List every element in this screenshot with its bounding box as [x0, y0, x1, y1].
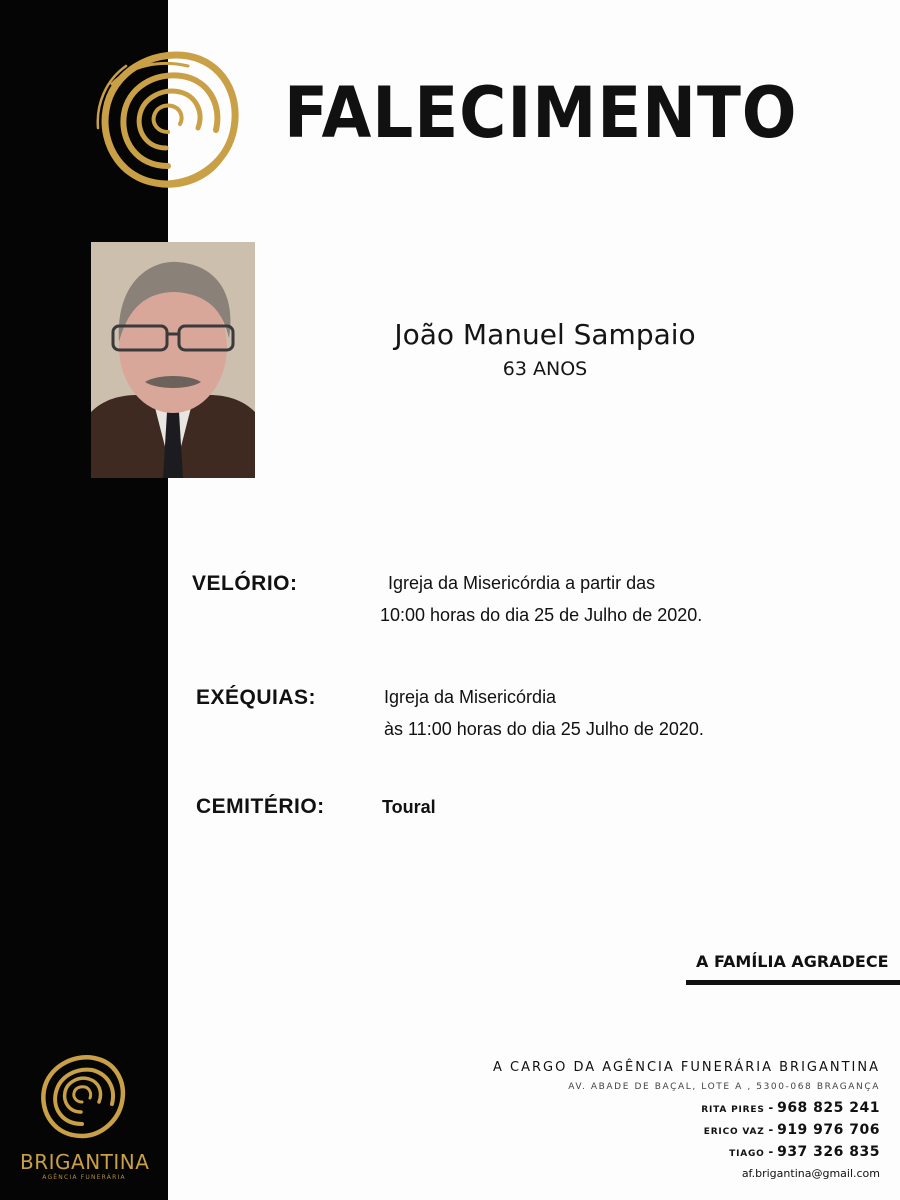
funeral-line-2: às 11:00 horas do dia 25 Julho de 2020. — [384, 719, 704, 739]
cemetery-name: Toural — [382, 797, 436, 817]
contact-phone[interactable]: 968 825 241 — [777, 1100, 880, 1116]
gold-rose-icon — [36, 1050, 128, 1142]
contact-name: RITA PIRES — [701, 1105, 765, 1115]
wake-line-2: 10:00 horas do dia 25 de Julho de 2020. — [380, 605, 703, 625]
gold-rose-icon — [92, 44, 244, 194]
agency-heading: A CARGO DA AGÊNCIA FUNERÁRIA BRIGANTINA — [493, 1060, 880, 1075]
contact-phone[interactable]: 919 976 706 — [777, 1122, 880, 1138]
thanks-underline — [686, 980, 900, 985]
contact-separator: - — [764, 1121, 778, 1137]
agency-contacts — [701, 1098, 880, 1183]
contact-phone[interactable]: 937 326 835 — [777, 1144, 880, 1160]
contact-name: TIAGO — [729, 1149, 765, 1159]
contact-separator: - — [764, 1099, 778, 1115]
contact-row — [701, 1142, 880, 1164]
agency-brand-name: BRIGANTINA — [20, 1150, 150, 1174]
cemetery-label: CEMITÉRIO: — [196, 795, 325, 818]
wake-line-1: Igreja da Misericórdia a partir das — [388, 573, 656, 593]
funeral-label: EXÉQUIAS: — [196, 686, 317, 709]
wake-label: VELÓRIO: — [192, 572, 298, 595]
funeral-line-1: Igreja da Misericórdia — [384, 687, 557, 707]
deceased-portrait — [91, 242, 255, 478]
contact-row — [701, 1098, 880, 1120]
family-thanks: A FAMÍLIA AGRADECE — [696, 952, 889, 971]
deceased-name: João Manuel Sampaio — [394, 318, 696, 351]
agency-address: AV. ABADE DE BAÇAL, LOTE A , 5300-068 BRAGANÇA — [568, 1082, 880, 1092]
agency-brand-subtitle: AGÊNCIA FUNERÁRIA — [42, 1174, 126, 1181]
agency-email[interactable]: af.brigantina@gmail.com — [741, 1167, 880, 1180]
contact-row — [701, 1120, 880, 1142]
contact-name: ERICO VAZ — [703, 1127, 765, 1137]
deceased-age: 63 ANOS — [502, 358, 588, 380]
notice-title: FALECIMENTO — [284, 72, 798, 154]
contact-separator: - — [764, 1143, 778, 1159]
